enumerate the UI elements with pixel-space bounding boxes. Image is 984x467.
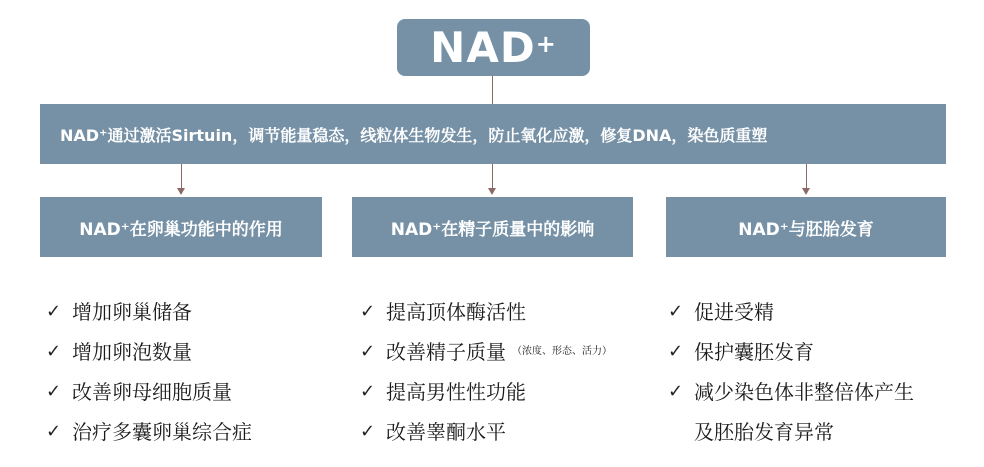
summary-text: NAD⁺通过激活Sirtuin，调节能量稳态，线粒体生物发生，防止氧化应激，修复DNA，染色质重塑 <box>60 125 768 145</box>
list-item-text: 促进受精 <box>694 300 774 324</box>
list-item-text: 改善精子质量 <box>386 340 506 364</box>
list-item-text: 增加卵泡数量 <box>72 340 192 364</box>
title-text: NAD <box>430 23 536 72</box>
category-label: NAD⁺与胚胎发育 <box>738 219 874 240</box>
category-label: NAD⁺在精子质量中的影响 <box>390 219 595 240</box>
list-item <box>360 372 612 412</box>
connector-summary-cat-1 <box>492 164 493 188</box>
list-item <box>360 332 612 372</box>
list-item-text: 保护囊胚发育 <box>694 340 814 364</box>
arrow-head-cat-1 <box>488 188 496 195</box>
list-item-text: 减少染色体非整倍体产生 <box>694 380 914 404</box>
list-item <box>668 292 914 332</box>
connector-title-summary <box>492 76 493 104</box>
summary-box <box>40 104 946 164</box>
check-icon: ✓ <box>360 421 376 442</box>
category-box-sperm <box>352 197 633 257</box>
check-icon: ✓ <box>360 381 376 402</box>
connector-summary-cat-0 <box>181 164 182 188</box>
list-item <box>668 412 914 452</box>
list-item-text: 增加卵巢储备 <box>72 300 192 324</box>
list-item <box>668 372 914 412</box>
list-item <box>46 372 252 412</box>
check-icon: ✓ <box>46 421 62 442</box>
connector-summary-cat-2 <box>806 164 807 188</box>
check-icon: ✓ <box>668 381 684 402</box>
benefit-list-embryo <box>668 292 914 452</box>
benefit-list-sperm <box>360 292 612 452</box>
list-item-note: （浓度、形态、活力） <box>512 346 612 357</box>
check-icon: ✓ <box>668 301 684 322</box>
arrow-head-cat-2 <box>802 188 810 195</box>
list-item <box>46 412 252 452</box>
category-label: NAD⁺在卵巢功能中的作用 <box>79 219 283 240</box>
list-item <box>360 292 612 332</box>
list-item-text: 改善卵母细胞质量 <box>72 380 232 404</box>
list-item <box>360 412 612 452</box>
list-item-text: 治疗多囊卵巢综合症 <box>72 420 252 444</box>
check-icon: ✓ <box>360 301 376 322</box>
list-item-text: 提高男性性功能 <box>386 380 526 404</box>
list-item-text: 提高顶体酶活性 <box>386 300 526 324</box>
list-item <box>46 292 252 332</box>
check-icon: ✓ <box>46 381 62 402</box>
arrow-head-cat-0 <box>177 188 185 195</box>
check-icon: ✓ <box>668 341 684 362</box>
title-box <box>397 19 590 76</box>
benefit-list-ovarian <box>46 292 252 452</box>
category-box-ovarian <box>40 197 322 257</box>
title-superscript: + <box>535 29 557 58</box>
list-item <box>668 332 914 372</box>
list-item <box>46 332 252 372</box>
category-box-embryo <box>666 197 946 257</box>
check-icon: ✓ <box>360 341 376 362</box>
list-item-text: 改善睾酮水平 <box>386 420 506 444</box>
check-icon: ✓ <box>46 341 62 362</box>
list-item-text: 及胚胎发育异常 <box>694 420 834 444</box>
check-icon: ✓ <box>46 301 62 322</box>
